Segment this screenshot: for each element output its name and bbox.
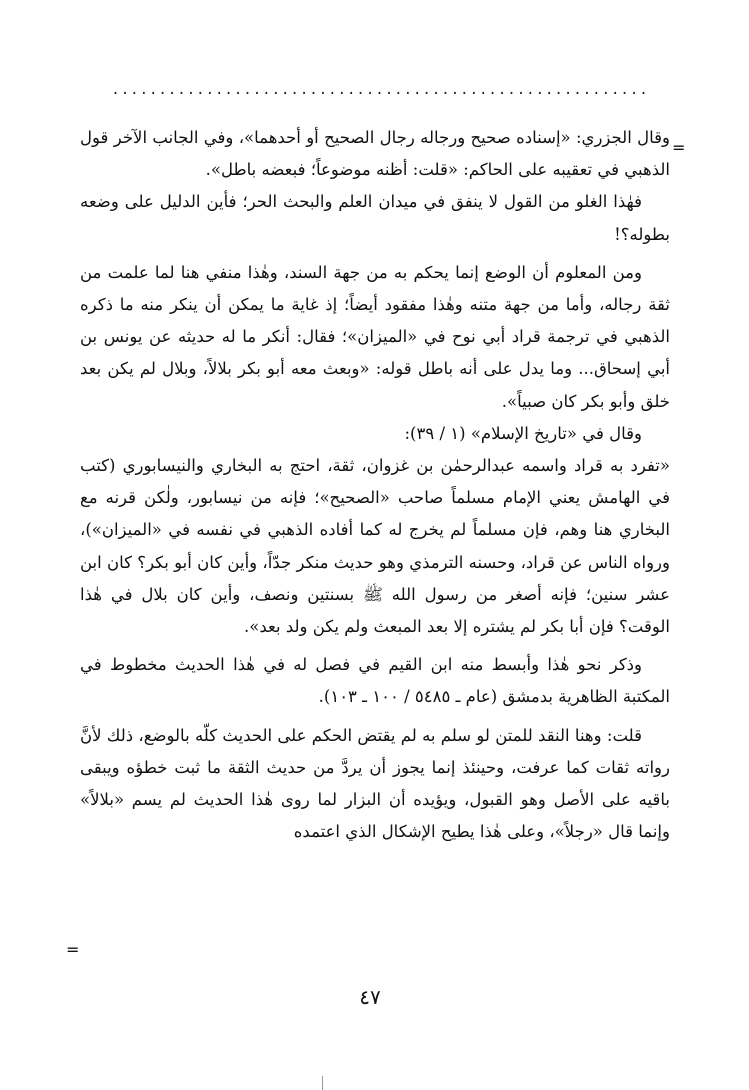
paragraph-jazari: وقال الجزري: «إسناده صحيح ورجاله رجال الصحيح أو أحدهما»، وفي الجانب الآخر قول الذهبي في تعقيبه على الحاكم: «قلت: أظنه موضوعاً؛ فبعضه باطل». xyxy=(80,128,670,180)
continuation-marker-bottom: = xyxy=(66,940,80,959)
paragraph-qultu: قلت: وهنا النقد للمتن لو سلم به لم يقتض الحكم على الحديث كلّه بالوضع، ذلك لأنَّ رواته ثقات كما عرفت، وحينئذ إنما يجوز أن يردَّ من حديث الثقة ما ثبت خطؤه ويبقى باقيه على الأصل وهو القبول، ويؤيده أن البزار لما روى هٰذا الحديث لم يسم «بلالاً» وإنما قال «رجلاً»، وعلى هٰذا يطيح الإشكال الذي اعتمده xyxy=(80,725,670,842)
body-text xyxy=(80,122,670,848)
continuation-marker-top: = xyxy=(672,138,686,157)
paragraph-tarikh-heading: وقال في «تاريخ الإسلام» (١ / ٣٩): xyxy=(404,423,642,443)
paragraph-ibn-qayyim: وذكر نحو هٰذا وأبسط منه ابن القيم في فصل له في هٰذا الحديث مخطوط في المكتبة الظاهرية بدمشق (عام ـ ٥٤٨٥ / ١٠٠ ـ ١٠٣). xyxy=(80,655,670,707)
paragraph-quote-qurad: «تفرد به قراد واسمه عبدالرحمٰن بن غزوان، ثقة، احتج به البخاري والنيسابوري (كتب في الهامش يعني الإمام مسلماً صاحب «الصحيح»؛ فإنه من نيسابور، ولٰكن قرنه مع البخاري هنا وهم، فإن مسلماً لم يخرج له كما أفاده الذهبي في نفسه في «الميزان»)، ورواه الناس عن قراد، وحسنه الترمذي وهو حديث منكر جدّاً، وأين كان أبو بكر؟ كان ابن عشر سنين؛ فإنه أصغر من رسول الله ﷺ بسنتين ونصف، وأين كان بلال في هٰذا الوقت؟ فإن أبا بكر لم يشتره إلا بعد المبعث ولم يكن ولد بعد». xyxy=(80,456,670,637)
binding-line xyxy=(322,1076,323,1090)
paragraph-wad: ومن المعلوم أن الوضع إنما يحكم به من جهة السند، وهٰذا منفي هنا لما علمت من ثقة رجاله، وأما من جهة متنه وهٰذا مفقود أيضاً؛ إذ غاية ما يمكن أن ينكر منه ما ذكره الذهبي في ترجمة قراد أبي نوح في «الميزان»؛ فقال: أنكر ما له حديثه عن يونس بن أبي إسحاق... وما يدل على أنه باطل قوله: «وبعث معه أبو بكر بلالاً، وبلال لم يكن بعد خلق وأبو بكر كان صبياً». xyxy=(80,262,670,411)
paragraph-ghuluw: فهٰذا الغلو من القول لا ينفق في ميدان العلم والبحث الحر؛ فأين الدليل على وضعه بطوله؟! xyxy=(80,192,670,244)
header-dotted-rule: ......................................................... xyxy=(111,82,649,98)
page-number: ٤٧ xyxy=(359,985,381,1009)
